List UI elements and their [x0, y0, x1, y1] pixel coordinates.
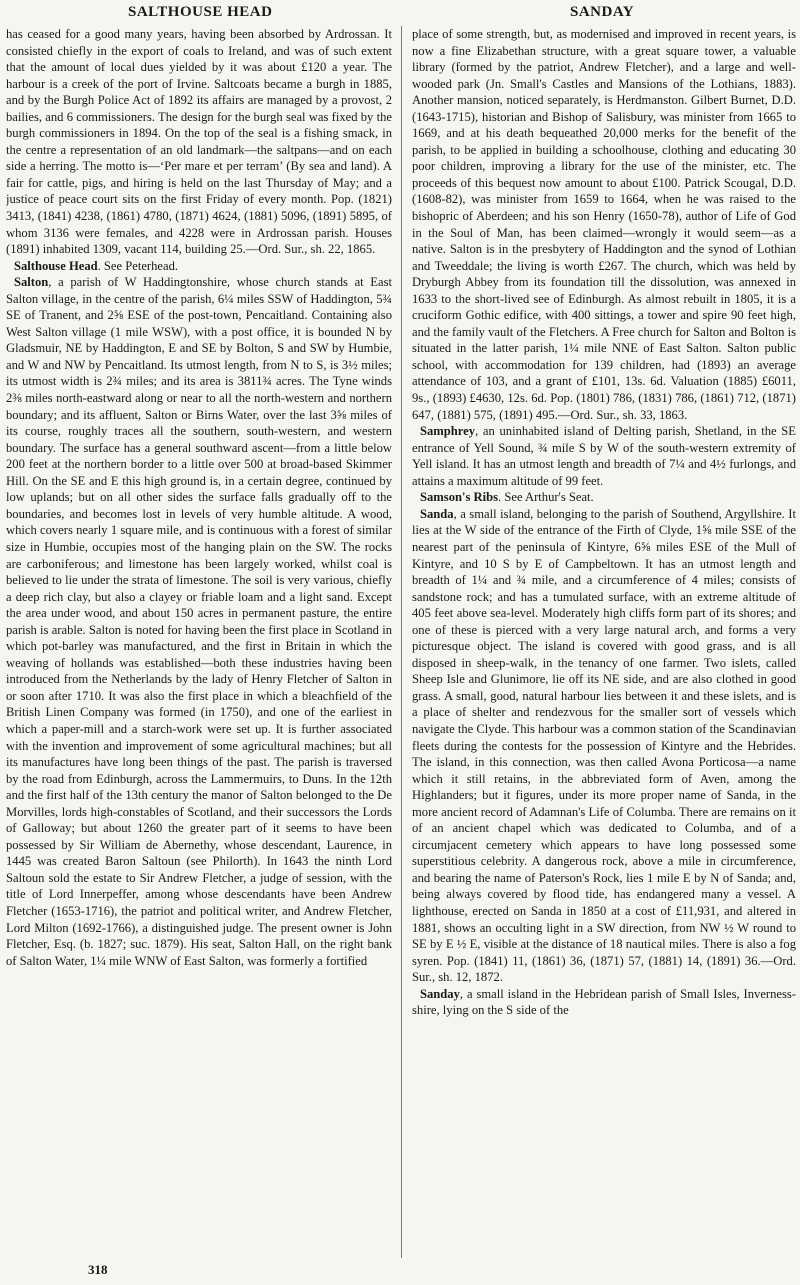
entry-salthouse-head: Salthouse Head. See Peterhead.: [14, 258, 179, 273]
saltcoats-continuation: has ceased for a good many years, having been absorbed by Ardrossan. It consisted chiefly in the export of coals to Ireland, and was of such extent that the amount of local dues yielded by it was about £120 a year. The harbour is a creek of the port of Irvine. Saltcoats became a burgh in 1885, and by the Burgh Police Act of 1892 its affairs are managed by a provost, 2 bailies, and 6 commissioners. The design for the burgh seal was fixed by the burgh commissioners in 1894. On the top of the seal is a fishing smack, in the centre a representation of an old landmark—the saltpans—and on each side a herring. The motto is—‘Per mare et per terram’ (By sea and land). A fair for cattle, pigs, and hiring is held on the last Thursday of May; and a justice of peace court sits on the first Friday of every month. Pop. (1821) 3413, (1841) 4238, (1861) 4780, (1871) 4624, (1881) 5096, (1891) 5895, of whom 3136 were females, and 4228 were in Ardrossan parish. Houses (1891) inhabited 1309, vacant 114, building 25.—Ord. Sur., sh. 22, 1865.: [6, 27, 392, 257]
left-column: [6, 26, 392, 1260]
entry-headword: Sanda: [420, 506, 454, 521]
entry-headword: Salthouse Head: [14, 258, 98, 273]
entry-headword: Salton: [14, 275, 49, 290]
entry-salton: Salton, a parish of W Haddingtonshire, whose church stands at East Salton village, in the centre of the parish, 6¼ miles SSW of Haddington, 5¾ SE of Tranent, and 2⅝ ESE of the post-town, Pencaitland. Containing also West Salton village (1 mile WSW), with a post office, it is bounded N by Gladsmuir, NE by Haddington, E and SE by Bolton, S and SW by Humbie, and W and NW by Pencaitland. Its utmost length, from N to S, is 3½ miles; its utmost width is 2¾ miles; and its area is 3811¾ acres. The Tyne winds 2⅜ miles north-eastward along or near to all the north-western and northern boundary; and its affluent, Salton or Birns Water, over the last 3⅝ miles of its course, roughly traces all the southern, south-western, and western boundary. The surface has a general southward ascent—from a little below 200 feet at the northern border to a little over 500 at broad-based Skimmer Hill. On the SE and E this high ground is, in a certain degree, continued by low uplands; but on all other sides the surface falls gradually off to the boundaries, and becomes lost in levels of very humble altitude. A wood, which covers nearly 1 square mile, and is continuous with a forest of similar size in Humbie, occupies most of the hanging plain on the SW. The rocks are carboniferous; and limestone has been largely worked, whilst coal is believed to lie under the strata of limestone. The soil is very various, chiefly a deep rich clay, but also a clayey or friable loam and a light sand. Except the area under wood, and about 150 acres in permanent pasture, the entire parish is arable. Salton is noted for having been the first place in Scotland in which pot-barley was manufactured, and the first in Britain in which the weaving of hollands was established—both these industries having been introduced from the Netherlands by the lady of Henry Fletcher of Salton in or soon after 1710. It was also the first place in which a bleachfield of the British Linen Company was formed (in 1750), and one of the earliest in which a paper-mill and a starch-work were set up. It is further associated with the invention and improvement of some agricultural machines; but all its manufactures have long been things of the past. The parish is traversed by the road from Edinburgh, across the Lammermuirs, to Duns. In the 12th and the first half of the 13th century the manor of Salton belonged to the De Morvilles, lords high-constables of Scotland, and their successors the Lords of Galloway; but about 1260 the greater part of it seems to have been possessed by Sir William de Abernethy, whose descendant, Laurence, in 1445 was created Baron Saltoun (see Philorth). In 1643 the ninth Lord Saltoun sold the estate to Sir Andrew Fletcher, a judge of session, with the title of Lord Innerpeffer, among whose descendants have been Andrew Fletcher (1653-1716), the patriot and political writer, and Andrew Fletcher, Lord Milton (1692-1766), a distinguished judge. The present owner is John Fletcher, Esq. (b. 1827; suc. 1879). His seat, Salton Hall, on the right bank of Salton Water, 1¼ mile WNW of East Salton, was formerly a fortified: [6, 275, 392, 968]
entry-sanday: Sanday, a small island in the Hebridean parish of Small Isles, Inverness-shire, lying on the S side of the: [412, 986, 796, 1018]
page-number: 318: [88, 1262, 108, 1277]
entry-headword: Sanday: [420, 986, 460, 1001]
entry-sanda: Sanda, a small island, belonging to the parish of Southend, Argyllshire. It lies at the W side of the entrance of the Firth of Clyde, 1⅝ mile SSE of the nearest part of the peninsula of Kintyre, 6⅝ miles ESE of the Mull of Kintyre, and 10 S by E of Campbeltown. It has an utmost length and breadth of 1¼ and ¾ mile, and a circumference of 4 miles; consists of sandstone rock; and has a tumulated surface, with an extreme altitude of 405 feet above sea-level. Moderately high cliffs form part of its shores; and one of these is pierced with a very large natural arch, and forms a very picturesque object. The island is covered with good grass, and is all disposed in sheep-walk, in the tenancy of one farmer. Two islets, called Sheep Isle and Glunimore, lie off its NE side, and are also clothed in good grass. A small, good, natural harbour lies between it and these islets, and is a place of shelter and rendezvous for the smaller sort of vessels which navigate the Clyde. This harbour was a common station of the Scandinavian fleets during the contests for the possession of Kintyre and the Hebrides. The island, in this connection, was then called Avona Porticosa—a name which it still retains, in the abbreviated form of Aven, among the Highlanders; but it figures, under its more proper name of Sanda, in the more ancient record of Adamnan's Life of Columba. There are remains on it of an ancient chapel which was dedicated to Columba, and of a circumjacent cemetery which appears to have long possessed some superstitious celebrity. A dangerous rock, above a mile in circumference, and bearing the name of Paterson's Rock, lies 1 mile E by N of Sanda; and, being always covered by flood tide, has endangered many a vessel. A lighthouse, erected on Sanda in 1850 at a cost of £11,931, and altered in 1881, shows an occulting light in a SW direction, from NW ½ W round to SE by E ½ E, visible at the distance of 18 nautical miles. There is also a fog syren. Pop. (1841) 11, (1861) 36, (1871) 57, (1881) 14, (1891) 36.—Ord. Sur., sh. 12, 1872.: [412, 506, 796, 985]
salton-continuation: place of some strength, but, as modernised and improved in recent years, is now a fine Elizabethan structure, with a great square tower, a valuable library (formed by the patriot, Andrew Fletcher), and a large and well-wooded park (Jn. Small's Castles and Mansions of the Lothians, 1883). Another mansion, noticed separately, is Herdmanston. Gilbert Burnet, D.D. (1643-1715), historian and Bishop of Salisbury, was minister from 1665 to 1669, and at his death bequeathed 20,000 merks for the benefit of the parish, to be applied in building a schoolhouse, clothing and educating 30 poor children, improving a library for the use of the minister, etc. The proceeds of this bequest now amount to about £100. Patrick Scougal, D.D. (1608-82), was minister from 1659 to 1664, when he was raised to the bishopric of Aberdeen; and his son Henry (1650-78), author of Life of God in the Soul of Man, has been claimed—wrongly it would seem—as a native. Salton is in the presbytery of Haddington and the synod of Lothian and Tweeddale; the living is worth £267. The church, which was held by Dryburgh Abbey from its foundation till the dissolution, was annexed in 1633 to the short-lived see of Edinburgh. As almost rebuilt in 1805, it is a cruciform Gothic edifice, with 400 sittings, a tower and spire 90 feet high, and the family vault of the Fletchers. A Free church for Salton and Bolton is situated in the latter parish, 1¼ mile NNE of East Salton. Salton public school, with accommodation for 139 children, had (1893) an average attendance of 103, and a grant of £101, 13s. 6d. Valuation (1885) £6011, 9s., (1893) £4630, 12s. 6d. Pop. (1801) 786, (1831) 786, (1861) 712, (1871) 647, (1881) 575, (1891) 495.—Ord. Sur., sh. 33, 1863.: [412, 27, 796, 422]
entry-samsons-ribs: Samson's Ribs. See Arthur's Seat.: [420, 490, 594, 505]
entry-headword: Samson's Ribs: [420, 490, 499, 505]
running-header: [0, 4, 800, 26]
header-right-title: SANDAY: [570, 4, 635, 20]
entry-samphrey: Samphrey, an uninhabited island of Delting parish, Shetland, in the SE entrance of Yell Sound, ¾ mile S by W of the south-western extremity of Yell island. It has an utmost length and breadth of 7¼ and 4½ furlongs, and attains a maximum altitude of 99 feet.: [412, 424, 796, 488]
column-divider: [401, 26, 402, 1258]
right-column: [412, 26, 796, 1260]
header-left-title: SALTHOUSE HEAD: [128, 4, 273, 20]
entry-headword: Samphrey: [420, 424, 476, 439]
